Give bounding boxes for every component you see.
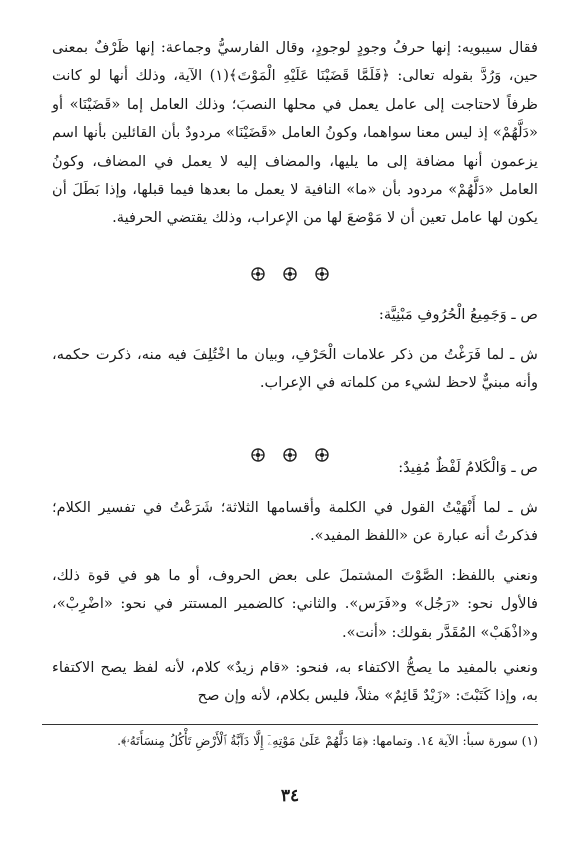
flower-star-icon bbox=[251, 267, 265, 281]
section-divider bbox=[0, 267, 580, 285]
footnote: (١) سورة سبأ: الآية ١٤. وتمامها: ﴿مَا دَلَّهُمْ عَلَىٰ مَوْتِهِۦٓ إِلَّا دَآبَّةُ ٱلْأَرْضِ تَأْكُلُ مِنسَأَتَهُۥ﴾. bbox=[117, 733, 538, 748]
flower-star-icon bbox=[315, 448, 329, 462]
flower-star-icon bbox=[315, 267, 329, 281]
footnote-divider bbox=[42, 724, 538, 725]
paragraph-letters-ruling: ش ـ لما فَرَغْتُ من ذكر علامات الْحَرْفِ، وبيان ما اخْتُلِفَ فيه منه، ذكرت حكمه، وأنه مبنيٌّ لاحظ لشيء من كلماته في الإعراب. bbox=[52, 346, 538, 392]
paragraph-speech-intro: ش ـ لما أَنْهَيْتُ القول في الكلمة وأقسامها الثلاثة؛ شَرَعْتُ في تفسير الكلام؛ فذكرتُ أنه عبارة عن «اللفظ المفيد». bbox=[52, 499, 538, 545]
matn-heading-speech-definition: ص ـ وَالْكَلامُ لَفْظٌ مُفِيدٌ: bbox=[398, 459, 538, 476]
paragraph-utterance-meaning: ونعني باللفظ: الصَّوْتَ المشتملَ على بعض الحروف، أو ما هو في قوة ذلك، فالأول نحو: «رَجُل» و«فَرَس». والثاني: كالضمير المستتر في نحو: «اضْرِبْ»، و«اذْهَبْ» المُقَدَّر بقولك: «أنت». bbox=[52, 567, 538, 641]
paragraph-sibawayh: فقال سيبويه: إنها حرفُ وجودٍ لوجودٍ، وقال الفارسيُّ وجماعة: إنها ظَرْفٌ بمعنى حين، وَرُدَّ بقوله تعالى: ﴿فَلَمَّا قَضَيْنَا عَلَيْهِ الْمَوْتَ﴾(١) الآية، وذلك أنها لو كانت ظرفاً لاحتاجت إلى عامل يعمل في محلها النصبَ؛ وذلك العامل إما «قَضَيْنَا» أو «دَلَّهُمْ» إذ ليس معنا سواهما، وكونُ العامل «قَضَيْنَا» مردودٌ بأن القائلين بأنها اسم يزعمون أنها مضافة إلى ما يليها، والمضاف إليه لا يعمل في المضاف، وكونُ العامل «دَلَّهُمْ» مردود بأن «ما» النافية لا يعمل ما بعدها فيما قبلها، وإذا بَطَلَ أن يكون لها عامل تعين أن لا مَوْضعَ لها من الإعراب، وذلك يقتضي الحرفية. bbox=[52, 39, 538, 227]
matn-heading-letters-built: ص ـ وَجَمِيعُ الْحُرُوفِ مَبْنِيَّة: bbox=[378, 306, 538, 323]
flower-star-icon bbox=[251, 448, 265, 462]
flower-star-icon bbox=[283, 267, 297, 281]
flower-star-icon bbox=[283, 448, 297, 462]
paragraph-useful-meaning: ونعني بالمفيد ما يصحُّ الاكتفاء به، فنحو: «قام زيدٌ» كلام، لأنه لفظ يصح الاكتفاء به، وإذا كَتَبْتَ: «زَيْدٌ قَائِمٌ» مثلاً، فليس بكلام، لأنه وإن صح bbox=[52, 659, 538, 705]
page-number: ٣٤ bbox=[280, 786, 300, 806]
